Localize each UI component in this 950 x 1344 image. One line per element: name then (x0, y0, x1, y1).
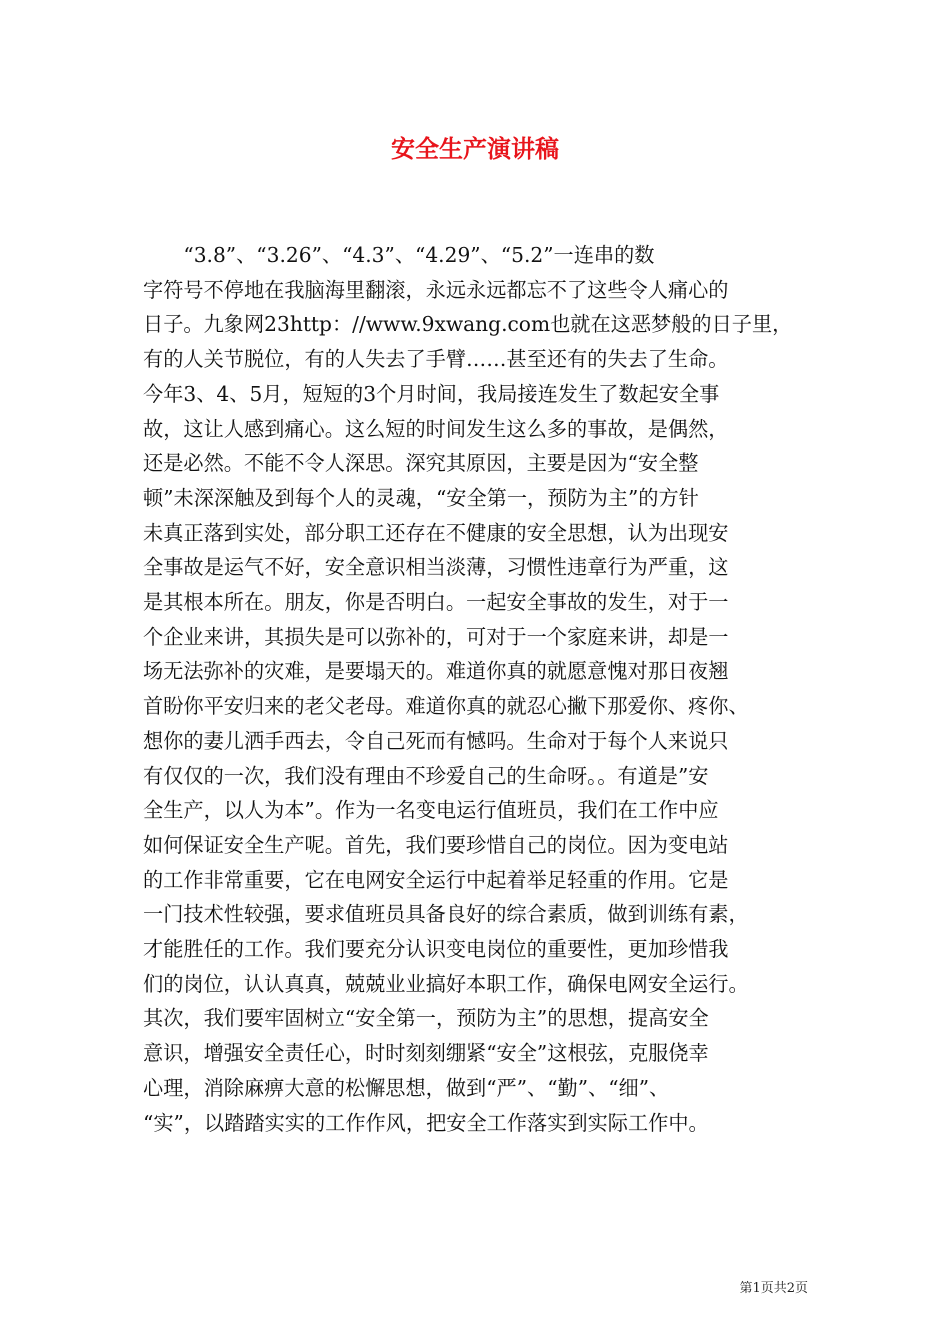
paragraph-line: 意识，增强安全责任心，时时刻刻绷紧“安全”这根弦，克服侥幸 (143, 1041, 709, 1066)
paragraph-line: 如何保证安全生产呢。首先，我们要珍惜自己的岗位。因为变电站 (143, 832, 729, 857)
paragraph-line: 个企业来讲，其损失是可以弥补的，可对于一个家庭来讲，却是一 (143, 624, 729, 649)
page-footer: 第1页共2页 (739, 1281, 808, 1296)
paragraph-line: 想你的妻儿洒手西去，令自己死而有憾吗。生命对于每个人来说只 (143, 728, 729, 753)
paragraph-line: 有仅仅的一次，我们没有理由不珍爱自己的生命呀。。有道是”安 (143, 763, 709, 788)
paragraph-line: 故，这让人感到痛心。这么短的时间发生这么多的事故，是偶然， (143, 416, 729, 441)
paragraph-line: 字符号不停地在我脑海里翻滚，永远永远都忘不了这些令人痛心的 (143, 277, 729, 302)
paragraph-line: 首盼你平安归来的老父老母。难道你真的就忍心撇下那爱你、疼你、 (143, 694, 749, 719)
document-body (143, 238, 807, 1140)
paragraph-line: “实”，以踏踏实实的工作作风，把安全工作落实到实际工作中。 (143, 1110, 709, 1135)
paragraph-line: 其次，我们要牢固树立“安全第一，预防为主”的思想，提高安全 (143, 1006, 709, 1031)
paragraph-line: 今年3、4、5月，短短的3个月时间，我局接连发生了数起安全事 (143, 381, 720, 406)
document-title: 安全生产演讲稿 (391, 134, 559, 163)
paragraph-line: 才能胜任的工作。我们要充分认识变电岗位的重要性，更加珍惜我 (143, 937, 729, 962)
paragraph-line: “3.8”、“3.26”、“4.3”、“4.29”、“5.2”一连串的数 (143, 243, 655, 267)
paragraph-line: 顿”未深深触及到每个人的灵魂，“安全第一，预防为主”的方针 (143, 485, 699, 510)
paragraph-line: 一门技术性较强，要求值班员具备良好的综合素质，做到训练有素， (143, 902, 749, 927)
paragraph-line: 心理，消除麻痹大意的松懈思想，做到“严”、“勤”、“细”、 (143, 1075, 670, 1100)
paragraph-line: 日子。九象网23http：//www.9xwang.com也就在这恶梦般的日子里， (143, 312, 793, 337)
paragraph-line: 未真正落到实处，部分职工还存在不健康的安全思想，认为出现安 (143, 520, 729, 545)
paragraph-line: 场无法弥补的灾难，是要塌天的。难道你真的就愿意愧对那日夜翘 (143, 659, 729, 684)
paragraph-line: 们的岗位，认认真真，兢兢业业搞好本职工作，确保电网安全运行。 (143, 971, 749, 996)
paragraph-line: 有的人关节脱位，有的人失去了手臂……甚至还有的失去了生命。 (143, 347, 729, 372)
paragraph-line: 是其根本所在。朋友，你是否明白。一起安全事故的发生，对于一 (143, 590, 729, 615)
paragraph-line: 全生产，以人为本”。作为一名变电运行值班员，我们在工作中应 (143, 798, 719, 823)
paragraph-line: 还是必然。不能不令人深思。深究其原因，主要是因为“安全整 (143, 451, 699, 476)
paragraph-line: 的工作非常重要，它在电网安全运行中起着举足轻重的作用。它是 (143, 867, 729, 892)
paragraph-line: 全事故是运气不好，安全意识相当淡薄，习惯性违章行为严重，这 (143, 555, 729, 580)
